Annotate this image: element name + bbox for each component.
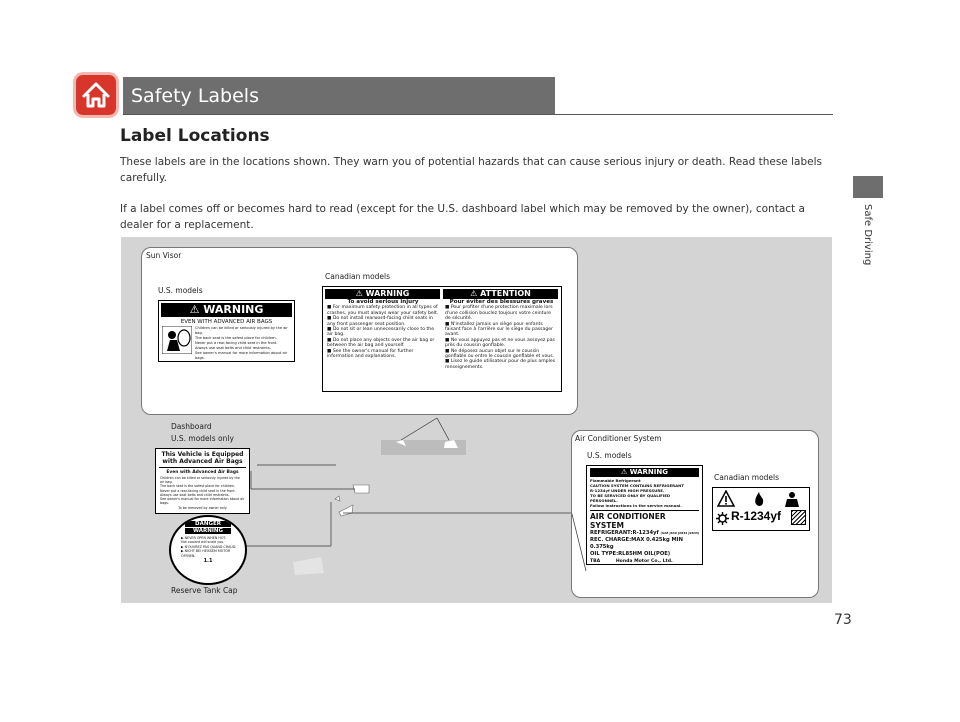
- dashboard-subtitle: U.S. models only: [171, 434, 234, 443]
- us-sun-visor-label: [158, 300, 295, 362]
- sun-visor-callout: [141, 247, 578, 415]
- us-sun-visor-subtitle: EVEN WITH ADVANCED AIR BAGS: [180, 319, 273, 325]
- page-number: 73: [834, 612, 852, 628]
- canadian-english-text: To avoid serious injury ■ For maximum safety protection in all types of crashes, you must always wear your safety belt. ■ Do not install rearward-facing child seats in any front passenger seat position. ■ Do not sit or lean unnecessarily close to the air bag. ■ Do not place any objects over the air bag or between the air bag and yourself. ■ See the owner's manual for further information and explanations.: [327, 299, 439, 360]
- reserve-tank-cap-label: DANGER WARNING ▶ NEVER OPEN WHEN HOT. Hot coolant will scald you. ▶ N'OUVREZ PAS QUAND CHAUD. ▶ NICHT BEI HEISSEM MOTOR ÖFFNEN. 1.1: [169, 515, 247, 585]
- warning-triangle-icon: ⚠: [355, 289, 366, 298]
- replacement-paragraph: If a label comes off or becomes hard to read (except for the U.S. dashboard label which may be removed by the owner), contact a dealer for a replacement.: [120, 203, 805, 231]
- air-conditioner-title: Air Conditioner System: [575, 434, 662, 443]
- side-tab-label[interactable]: Safe Driving: [862, 204, 873, 266]
- sun-visor-title: Sun Visor: [146, 251, 182, 260]
- home-icon: [76, 75, 116, 115]
- sun-visor-canadian-models-label: Canadian models: [325, 272, 391, 281]
- air-conditioner-us-models-label: U.S. models: [587, 451, 632, 460]
- section-divider: [123, 114, 833, 115]
- label-diagram: [121, 237, 832, 603]
- us-ac-label: ⚠ WARNING Flammable Refrigerant CAUTION SYSTEM CONTAINS REFRIGERANT R-1234yf UNDER HIGH PRESSURE. TO BE SERVICED ONLY BY QUALIFIED PERSONNEL. Follow instructions in the service manual. AIR CONDITIONER SYSTEM REFRIGERANT:R-1234yf (SAE J639 J2842 J2843) REC. CHARGE:MAX 0.425kg MIN 0.375kg OIL TYPE:RL85HM OIL(POE) TBA Honda Motor Co., Ltd.: [586, 465, 703, 565]
- canadian-french-text: Pour éviter des blessures graves ■ Pour profiter d'une protection maximale lors d'une collision bouclez toujours votre ceinture de sécurité. ■ N'installez jamais un siège pour enfants faisant face à l'arrière sur le siège du passager avant. ■ Ne vous appuyez pas et ne vous assoyez pas près du coussin gonflable. ■ Ne déposez aucun objet sur le coussin gonflable ou entre le coussin gonflable et vous. ■ Lisez le guide utilisateur pour de plus amples renseignements.: [445, 299, 556, 370]
- page-heading: Label Locations: [120, 126, 270, 146]
- us-sun-visor-text: Children can be killed or seriously injured by the air bag. The back seat is the safest place for children. Never put a rear-facing child seat in the front. Always use seat belts and child restraints. See owner's manual for more information about air bags.: [195, 326, 288, 360]
- home-button[interactable]: [76, 75, 116, 115]
- reserve-tank-title: Reserve Tank Cap: [171, 586, 238, 595]
- us-sun-visor-warning: ⚠ WARNING: [161, 303, 292, 317]
- airbag-child-icon: [162, 326, 192, 354]
- section-title: Safety Labels: [131, 85, 259, 107]
- canadian-attention-header: ⚠ ATTENTION: [443, 289, 558, 299]
- warning-triangle-icon: ⚠: [621, 468, 630, 476]
- sun-visor-us-models-label: U.S. models: [158, 286, 203, 295]
- canadian-sun-visor-label: [322, 286, 562, 392]
- canadian-warning-header: ⚠ WARNING: [325, 289, 440, 299]
- canadian-refrigerant-text: R-1234yf: [731, 509, 782, 523]
- air-conditioner-canadian-models-label: Canadian models: [714, 473, 780, 482]
- dashboard-title: Dashboard: [171, 422, 212, 431]
- dashboard-airbag-label: This Vehicle is Equipped with Advanced Air Bags Even with Advanced Air Bags Children can be killed or seriously injured by the air bag. The back seat is the safest place for children. Never put a rear-facing child seat in the front. Always use seat belts and child restraints. See owner's manual for more information about air bags. To be removed by owner only: [155, 448, 250, 514]
- side-tab[interactable]: [853, 176, 883, 198]
- warning-triangle-icon: ⚠: [470, 289, 481, 298]
- intro-paragraph: These labels are in the locations shown. They warn you of potential hazards that can cause serious injury or death. Read these labels carefully.: [120, 156, 822, 184]
- ac-connector-lines: [572, 431, 818, 597]
- air-conditioner-callout: [571, 430, 819, 598]
- warning-triangle-icon: ⚠: [189, 303, 204, 316]
